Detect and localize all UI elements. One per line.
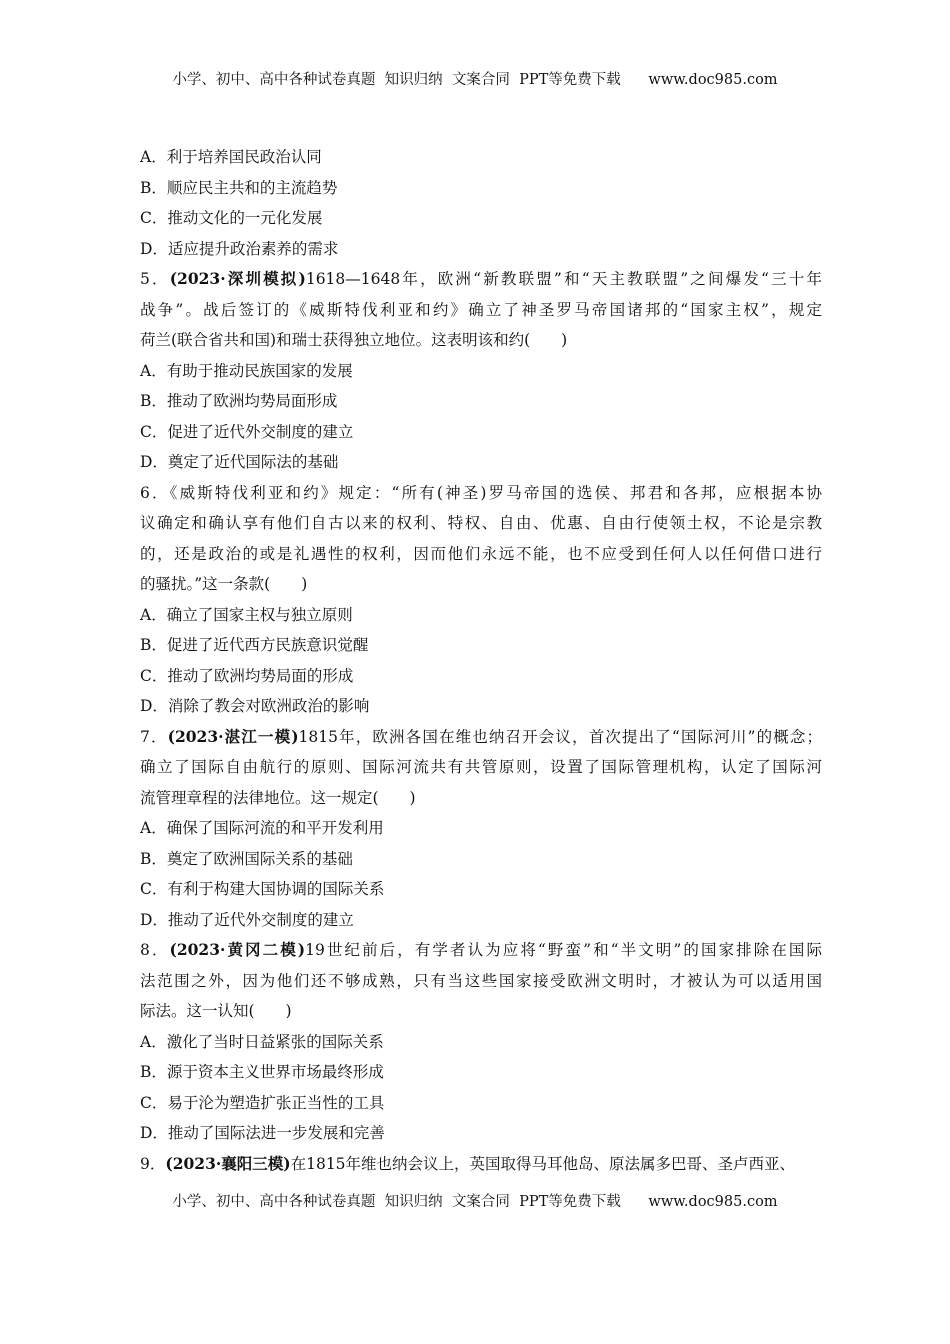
q6-line-3: 的，还是政治的或是礼遇性的权利，因而他们永远不能，也不应受到任何人以任何借口进行 <box>140 544 822 563</box>
q5-option-c: C．促进了近代外交制度的建立 <box>140 422 354 441</box>
q5-line-1 <box>140 264 822 295</box>
q8-number: 8． <box>140 941 170 959</box>
q7-line-2: 确立了国际自由航行的原则、国际河流共有共管原则，设置了国际管理机构，认定了国际河 <box>140 758 822 776</box>
q4-option-d: D．适应提升政治素养的需求 <box>140 239 339 258</box>
q7-option-d: D．推动了近代外交制度的建立 <box>140 910 354 929</box>
q5-source: (2023·深圳模拟) <box>169 269 306 288</box>
q8-option-a: A．激化了当时日益紧张的国际关系 <box>140 1032 384 1051</box>
q6-line-1: 6．《威斯特伐利亚和约》规定：“所有(神圣)罗马帝国的选侯、邦君和各邦，应根据本协 <box>140 483 822 502</box>
q7-option-a: A．确保了国际河流的和平开发利用 <box>140 819 384 837</box>
q5-option-d: D．奠定了近代国际法的基础 <box>140 453 339 471</box>
q7-number: 7． <box>140 727 168 746</box>
q7-source: (2023·湛江一模) <box>167 726 299 746</box>
q8-source: (2023·黄冈二模) <box>169 940 306 959</box>
q6-option-c: C．推动了欧洲均势局面的形成 <box>140 666 354 685</box>
q6-option-a: A．确立了国家主权与独立原则 <box>140 605 353 624</box>
q7-text-1: 1815年，欧洲各国在维也纳召开会议，首次提出了“国际河川”的概念； <box>298 727 822 746</box>
q8-option-c: C．易于沦为塑造扩张正当性的工具 <box>140 1093 385 1112</box>
q9-source: (2023·襄阳三模) <box>165 1153 291 1173</box>
q8-line-2: 法范围之外，因为他们还不够成熟，只有当这些国家接受欧洲文明时，才被认为可以适用国 <box>140 971 822 990</box>
q5-text-1: 1618—1648年，欧洲“新教联盟”和“天主教联盟”之间爆发“三十年 <box>305 270 822 288</box>
q7-line-3: 流管理章程的法律地位。这一规定( ) <box>140 788 416 807</box>
q4-option-b: B．顺应民主共和的主流趋势 <box>140 178 338 197</box>
q4-option-c: C．推动文化的一元化发展 <box>140 209 323 227</box>
q9-line-1 <box>140 1149 822 1180</box>
q6-line-2: 议确定和确认享有他们自古以来的权利、特权、自由、优惠、自由行使领土权，不论是宗教 <box>140 514 822 532</box>
q8-line-3: 际法。这一认知( ) <box>140 1002 292 1020</box>
q6-option-b: B．促进了近代西方民族意识觉醒 <box>140 636 369 654</box>
q7-option-b: B．奠定了欧洲国际关系的基础 <box>140 849 353 868</box>
q9-text-1: 在1815年维也纳会议上，英国取得马耳他岛、原法属多巴哥、圣卢西亚、 <box>290 1154 796 1173</box>
q8-text-1: 19世纪前后，有学者认为应将“野蛮”和“半文明”的国家排除在国际 <box>305 941 822 959</box>
question-content <box>140 142 822 1179</box>
q7-line-1 <box>140 722 822 753</box>
q9-number: 9． <box>140 1154 166 1173</box>
q4-option-a: A．利于培养国民政治认同 <box>140 148 322 166</box>
q5-option-b: B．推动了欧洲均势局面形成 <box>140 392 338 410</box>
q5-option-a: A．有助于推动民族国家的发展 <box>140 361 353 380</box>
q6-line-4: 的骚扰。”这一条款( ) <box>140 575 308 593</box>
q5-line-3: 荷兰(联合省共和国)和瑞士获得独立地位。这表明该和约( ) <box>140 331 568 349</box>
q7-option-c: C．有利于构建大国协调的国际关系 <box>140 880 385 898</box>
q5-line-2: 战争”。战后签订的《威斯特伐利亚和约》确立了神圣罗马帝国诸邦的“国家主权”，规定 <box>140 300 822 319</box>
q8-option-b: B．源于资本主义世界市场最终形成 <box>140 1063 384 1081</box>
q6-option-d: D．消除了教会对欧洲政治的影响 <box>140 697 370 715</box>
page-footer: 小学、初中、高中各种试卷真题 知识归纳 文案合同 PPT等免费下载 www.doc985.com <box>172 1194 778 1210</box>
q8-option-d: D．推动了国际法进一步发展和完善 <box>140 1124 385 1142</box>
q5-number: 5． <box>140 270 170 288</box>
q8-line-1 <box>140 935 822 966</box>
page-header: 小学、初中、高中各种试卷真题 知识归纳 文案合同 PPT等免费下载 www.doc985.com <box>172 72 778 88</box>
